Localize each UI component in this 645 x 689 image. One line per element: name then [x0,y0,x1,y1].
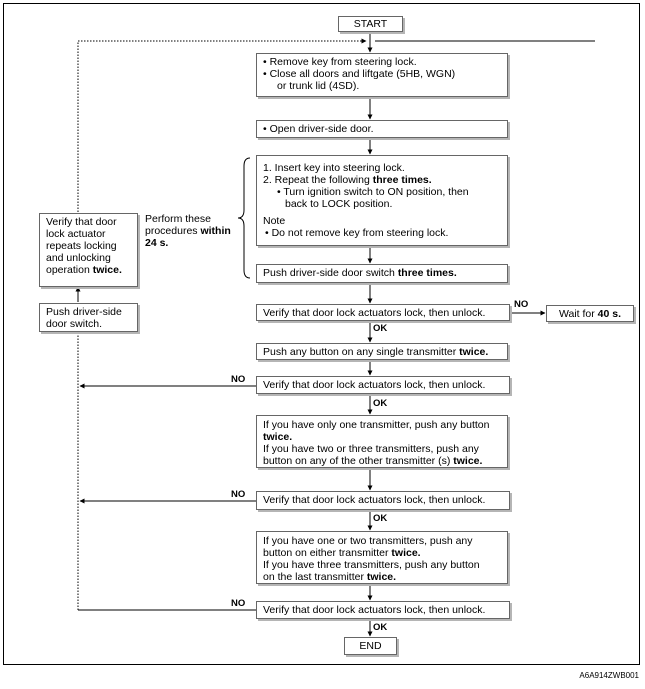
verify-text-1: Verify that door lock actuators lock, then unlock. [263,307,486,319]
no-label-1: NO [514,299,529,310]
left-verify-line5-bold: twice. [92,264,122,276]
figure-code: A6A914ZWB001 [579,671,639,680]
left-verify-line2: lock actuator [46,228,106,240]
verify-box-2 [256,376,510,394]
verify-box-3 [256,491,510,510]
no-label-3: NO [231,489,246,500]
left-verify-box [39,213,138,287]
no-label-2: NO [231,374,246,385]
start-box [338,16,403,32]
step3-line1: 1. Insert key into steering lock. [263,162,405,174]
verify-box-1 [256,304,510,321]
step-last-transmitter [256,531,508,584]
step5-bold: twice. [459,346,489,358]
step6-line4: button on any of the other transmitter (s) [263,455,454,467]
perform-note [145,213,245,249]
left-verify-line4: and unlocking [46,252,111,264]
step7-line1: If you have one or two transmitters, push any [263,535,473,547]
step7-line4: on the last transmitter [263,571,367,583]
left-verify-line3: repeats locking [46,240,117,252]
step3-line4: back to LOCK position. [285,198,393,210]
note-item: • Do not remove key from steering lock. [265,227,449,239]
step1-line1: • Remove key from steering lock. [263,56,417,68]
perform-line1: Perform these [145,213,211,225]
step-push-switch [256,264,508,283]
step6-line2: twice. [263,431,293,443]
perform-line2: procedures [145,225,201,237]
step-other-transmitter [256,415,508,468]
ok-label-1: OK [373,323,388,334]
step7-line2: button on either transmitter [263,547,392,559]
step1-line3: or trunk lid (4SD). [277,80,360,92]
step7-line4-bold: twice. [366,571,397,583]
step1-line2: • Close all doors and liftgate (5HB, WGN) [263,68,456,80]
step3-line2: 2. Repeat the following [263,174,373,186]
perform-line3: 24 s. [145,237,169,249]
step6-line1: If you have only one transmitter, push any button [263,419,490,431]
start-label: START [353,18,388,30]
ok-label-2: OK [373,398,388,409]
left-push-line1: Push driver-side [46,306,122,318]
step3-line3: • Turn ignition switch to ON position, then [277,186,469,198]
note-heading: Note [263,215,286,227]
step4-bold: three times. [397,267,457,279]
verify-text-4: Verify that door lock actuators lock, then unlock. [263,604,486,616]
no-label-4: NO [231,598,246,609]
left-push-line2: door switch. [46,318,103,330]
step3-line2-bold: three times. [372,174,432,186]
ok-label-3: OK [373,513,388,524]
step2-text: • Open driver-side door. [263,123,374,135]
step-push-transmitter [256,343,508,360]
step5-text: Push any button on any single transmitter [263,346,460,358]
step-insert-key [256,155,508,246]
step6-line3: If you have two or three transmitters, push any [263,443,479,455]
end-label: END [359,640,382,652]
step7-line3: If you have three transmitters, push any button [263,559,480,571]
perform-line2-bold: within [200,225,231,237]
verify-box-4 [256,601,510,619]
left-push-box [39,303,138,332]
step4-text: Push driver-side door switch [263,267,398,279]
verify-text-2: Verify that door lock actuators lock, then unlock. [263,379,486,391]
step-remove-key [256,53,508,97]
left-verify-line1: Verify that door [46,216,117,228]
wait-box [546,305,634,322]
step-open-door [256,120,508,138]
ok-label-4: OK [373,622,388,633]
left-verify-line5: operation [46,264,93,276]
step6-line4-bold: twice. [453,455,483,467]
wait-bold: 40 s. [597,308,622,320]
verify-text-3: Verify that door lock actuators lock, then unlock. [263,494,486,506]
end-box [344,637,397,655]
step7-line2-bold: twice. [391,547,421,559]
wait-text: Wait for [558,308,598,320]
